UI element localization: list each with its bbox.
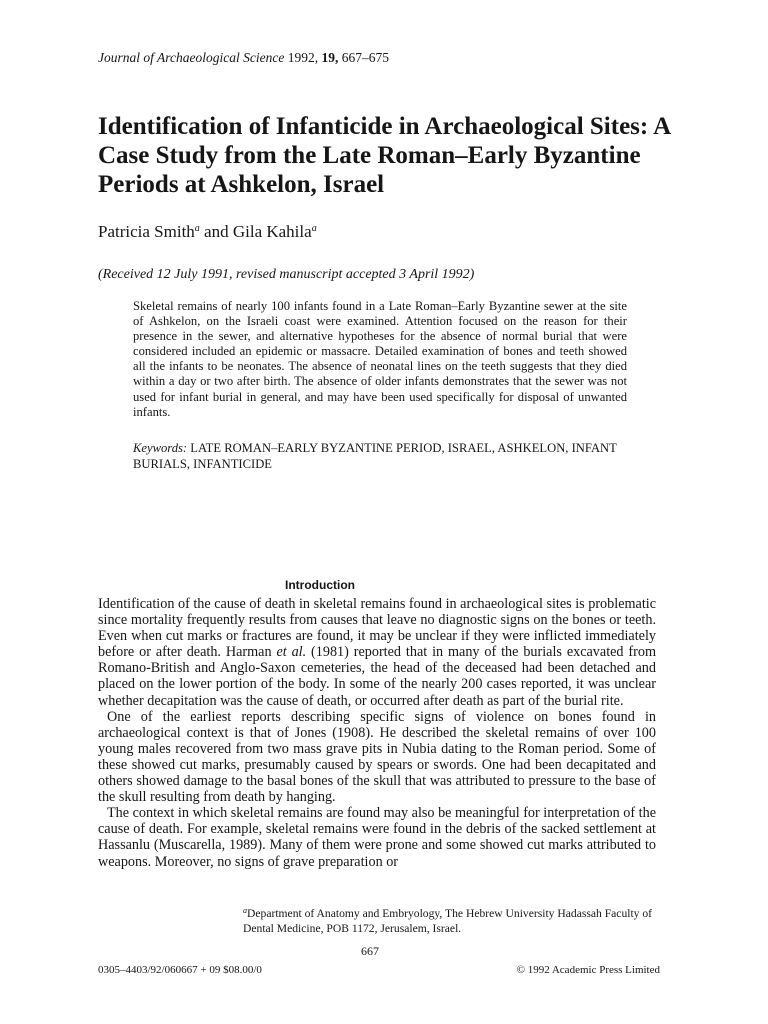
affiliation-mark: a — [194, 223, 200, 234]
journal-volume: 19, — [321, 50, 339, 65]
section-heading-introduction: Introduction — [285, 578, 355, 592]
et-al: et al. — [276, 644, 307, 661]
keywords-label: Keywords: — [133, 441, 188, 455]
footnote-text: Department of Anatomy and Embryology, The Hebrew University Hadassah Faculty of Dental Medicine, POB 1172, Jerusalem, Israel. — [243, 907, 653, 935]
copyright: © 1992 Academic Press Limited — [516, 964, 660, 976]
affiliation-mark: a — [311, 223, 317, 234]
paragraph — [98, 596, 656, 709]
keywords-text: LATE ROMAN–EARLY BYZANTINE PERIOD, ISRAEL, ASHKELON, INFANT BURIALS, INFANTICIDE — [133, 441, 617, 471]
journal-citation — [98, 50, 389, 66]
paragraph-text: (1981) reported that in many of the burials excavated from Romano-British and Anglo-Saxon cemeteries, the head of the deceased had been detached and placed on the lower portion of the body. In some of the nearly 200 cases reported, it was unclear whether decapitation was the cause of death, or occurred after death as part of the burial rite. — [98, 644, 656, 709]
journal-pages: 667–675 — [341, 50, 389, 65]
author-name: Gila Kahila — [232, 222, 312, 241]
issn-code: 0305–4403/92/060667 + 09 $08.00/0 — [98, 964, 262, 976]
author-joiner: and — [204, 222, 229, 241]
affiliation-footnote — [243, 904, 663, 936]
received-dates: (Received 12 July 1991, revised manuscript accepted 3 April 1992) — [98, 267, 475, 282]
body-text — [98, 596, 656, 870]
abstract: Skeletal remains of nearly 100 infants found in a Late Roman–Early Byzantine sewer at the site of Ashkelon, on the Israeli coast were examined. Attention focused on the reason for their presence in the sewer, and alternative hypotheses for the absence of normal burial that were considered included an epidemic or massacre. Detailed examination of bones and teeth showed all the infants to be neonates. The absence of neonatal lines on the teeth suggests that they died within a day or two after birth. The absence of older infants demonstrates that the sewer was not used for infant burial in general, and may have been used specifically for disposal of unwanted infants. — [133, 299, 627, 419]
paragraph: The context in which skeletal remains are found may also be meaningful for interpretation of the cause of death. For example, skeletal remains were found in the debris of the sacked settlement at Hassanlu (Muscarella, 1989). Many of them were prone and some showed cut marks attributed to weapons. Moreover, no signs of grave preparation or — [98, 805, 656, 870]
author-name: Patricia Smith — [98, 222, 195, 241]
paragraph-text: Identification of the cause of death in skeletal remains found in archaeological sites is problematic since mortality frequently results from causes that leave no diagnostic signs on the bones or teeth. Even when cut marks or fractures are found, it may be unclear if they were inflicted immediately before or after death. Harman — [98, 596, 656, 661]
footnote-mark: a — [243, 906, 247, 915]
paragraph: One of the earliest reports describing specific signs of violence on bones found in archaeological context is that of Jones (1908). He described the skeletal remains of over 100 young males recovered from two mass grave pits in Nubia dating to the Roman period. Some of these showed cut marks, presumably caused by spears or swords. One had been decapitated and others showed damage to the basal bones of the skull that was attributed to pressure to the base of the skull resulting from death by hanging. — [98, 708, 656, 806]
page-number: 667 — [361, 944, 379, 958]
author-list — [98, 222, 317, 242]
journal-year: 1992, — [287, 50, 319, 65]
keywords — [133, 441, 627, 472]
article-title: Identification of Infanticide in Archaeological Sites: A Case Study from the Late Roman–Early Byzantine Periods at Ashkelon, Israel — [98, 113, 670, 198]
journal-name: Journal of Archaeological Science — [98, 50, 285, 65]
